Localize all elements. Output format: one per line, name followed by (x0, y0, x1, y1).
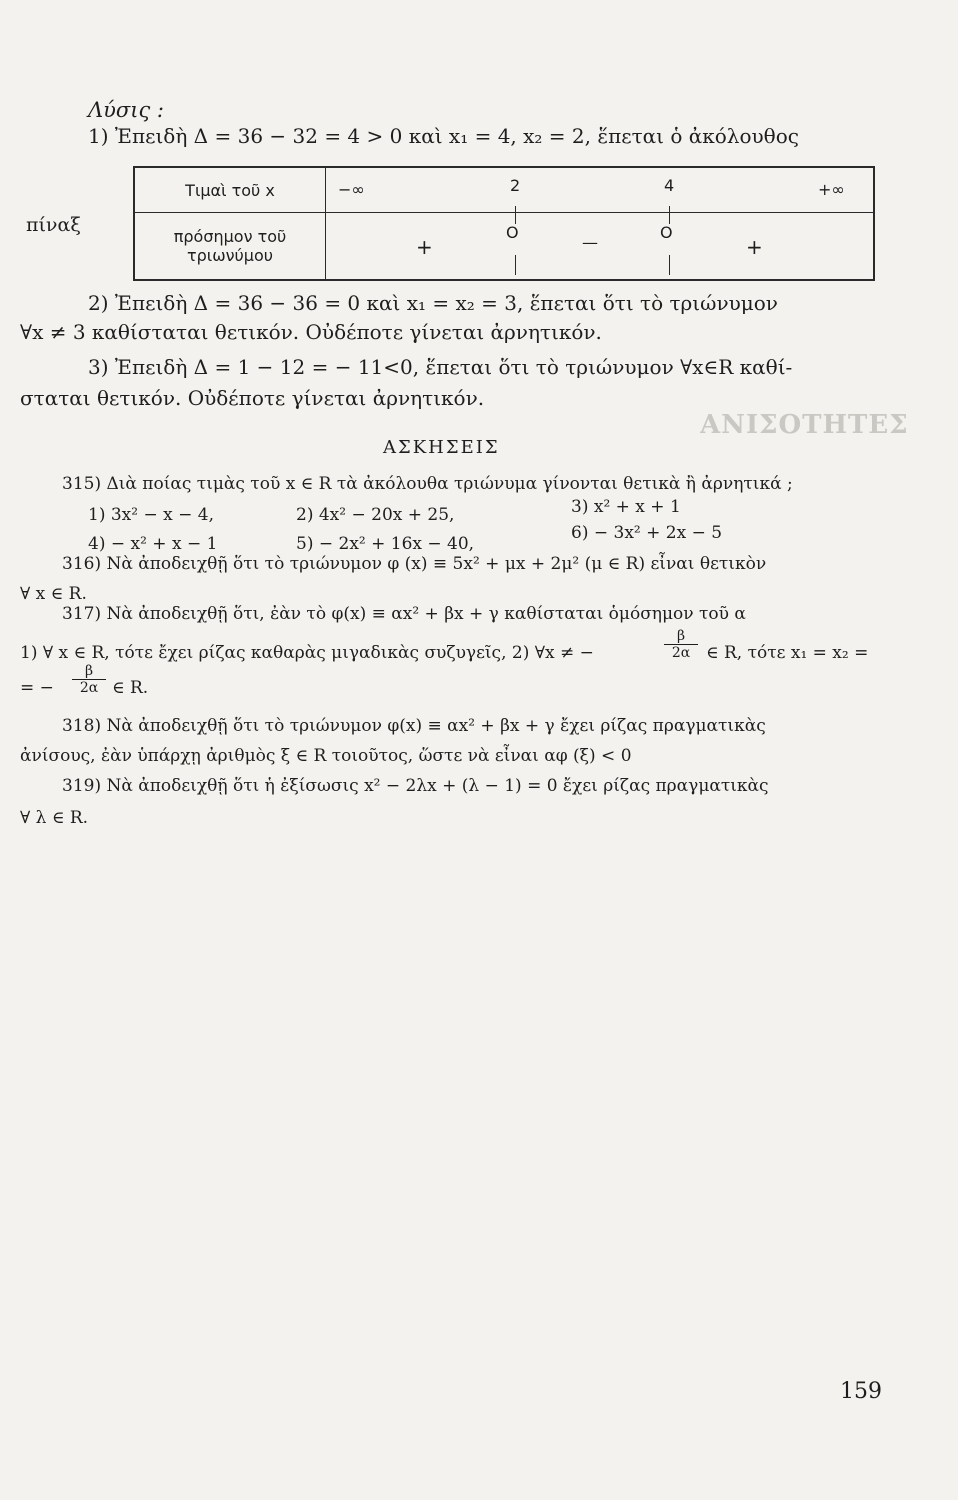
case3-line2: σταται θετικόν. Οὐδέποτε γίνεται ἀρνητικόν. (20, 386, 485, 410)
sign-header-line2: τριωνύμου (186, 246, 274, 265)
sign-table-x-values (326, 167, 875, 213)
ex317-frac2-num: β (72, 663, 106, 680)
sign-header-line1: πρόσημον τοῦ (173, 227, 287, 246)
page-number: 159 (840, 1379, 882, 1404)
ex317-line3-a: = − (20, 678, 54, 698)
ex317-fraction-2 (72, 663, 106, 696)
case1-line1: 1) Ἐπειδὴ Δ = 36 − 32 = 4 > 0 καὶ x₁ = 4, x₂ = 2, ἕπεται ὁ ἀκόλουθος (88, 124, 799, 148)
bleed-through-text: ΑΝΙΣΟΤΗΤΕΣ (700, 410, 909, 440)
ex315-item-1: 1) 3x² − x − 4, (88, 505, 214, 525)
x-minus-infinity: −∞ (338, 180, 365, 199)
ex316-line2: ∀ x ∈ R. (20, 584, 87, 604)
sign-table-x-header: Τιμαὶ τοῦ x (134, 167, 326, 213)
x-root-4: 4 (664, 176, 675, 195)
ex316-line1: 316) Νὰ ἀποδειχθῇ ὅτι τὸ τριώνυμον φ (x) ≡ 5x² + μx + 2μ² (μ ∈ R) εἶναι θετικὸν (62, 554, 767, 574)
ex317-line3-b: ∈ R. (112, 678, 149, 698)
root4-tick-bottom (669, 255, 670, 275)
ex317-line1: 317) Νὰ ἀποδειχθῇ ὅτι, ἐὰν τὸ φ(x) ≡ αx² + βx + γ καθίσταται ὁμόσημον τοῦ α (62, 604, 746, 624)
exercises-title: ΑΣΚΗΣΕΙΣ (383, 437, 500, 458)
ex318-line2: ἀνίσους, ἐὰν ὑπάρχῃ ἀριθμὸς ξ ∈ R τοιοῦτος, ὥστε νὰ εἶναι αφ (ξ) < 0 (20, 746, 632, 766)
sign-table-sign-values (326, 213, 875, 281)
sign-zero-at-2: O (506, 223, 519, 242)
ex317-line2-a: 1) ∀ x ∈ R, τότε ἔχει ρίζας καθαρὰς μιγαδικὰς συζυγεῖς, 2) ∀x ≠ − (20, 643, 594, 663)
ex319-line2: ∀ λ ∈ R. (20, 808, 89, 828)
ex315-item-3: 3) x² + x + 1 (571, 497, 681, 517)
ex318-line1: 318) Νὰ ἀποδειχθῇ ὅτι τὸ τριώνυμον φ(x) ≡ αx² + βx + γ ἔχει ρίζας πραγματικὰς (62, 716, 766, 736)
ex317-frac1-num: β (664, 628, 698, 645)
root2-tick-top (515, 206, 516, 224)
ex319-line1: 319) Νὰ ἀποδειχθῇ ὅτι ἡ ἐξίσωσις x² − 2λx + (λ − 1) = 0 ἔχει ρίζας πραγματικὰς (62, 776, 769, 796)
x-root-2: 2 (510, 176, 521, 195)
case2-line1: 2) Ἐπειδὴ Δ = 36 − 36 = 0 καὶ x₁ = x₂ = 3, ἕπεται ὅτι τὸ τριώνυμον (88, 291, 778, 315)
root2-tick-bottom (515, 255, 516, 275)
ex315-item-4: 4) − x² + x − 1 (88, 534, 218, 554)
pinax-label: πίναξ (26, 214, 81, 236)
ex315-intro: 315) Διὰ ποίας τιμὰς τοῦ x ∈ R τὰ ἀκόλουθα τριώνυμα γίνονται θετικὰ ἢ ἀρνητικά ; (62, 474, 793, 494)
sign-table-sign-header (134, 213, 326, 281)
ex315-item-5: 5) − 2x² + 16x − 40, (296, 534, 475, 554)
x-plus-infinity: +∞ (818, 180, 845, 199)
sign-plus-right: + (746, 235, 763, 259)
root4-tick-top (669, 206, 670, 224)
case2-line2: ∀x ≠ 3 καθίσταται θετικόν. Οὐδέποτε γίνεται ἀρνητικόν. (20, 320, 602, 344)
solution-heading: Λύσις : (88, 98, 165, 122)
case3-line1: 3) Ἐπειδὴ Δ = 1 − 12 = − 11<0, ἕπεται ὅτι τὸ τριώνυμον ∀x∈R καθί- (88, 355, 793, 379)
sign-minus-middle: — (582, 233, 598, 252)
ex315-item-6: 6) − 3x² + 2x − 5 (571, 523, 723, 543)
sign-plus-left: + (416, 235, 433, 259)
ex315-item-2: 2) 4x² − 20x + 25, (296, 505, 455, 525)
ex317-line2-b: ∈ R, τότε x₁ = x₂ = (706, 643, 869, 663)
sign-table (133, 166, 875, 281)
sign-zero-at-4: O (660, 223, 673, 242)
ex317-fraction-1 (664, 628, 698, 661)
ex317-frac1-den: 2α (671, 645, 691, 661)
ex317-frac2-den: 2α (79, 680, 99, 696)
